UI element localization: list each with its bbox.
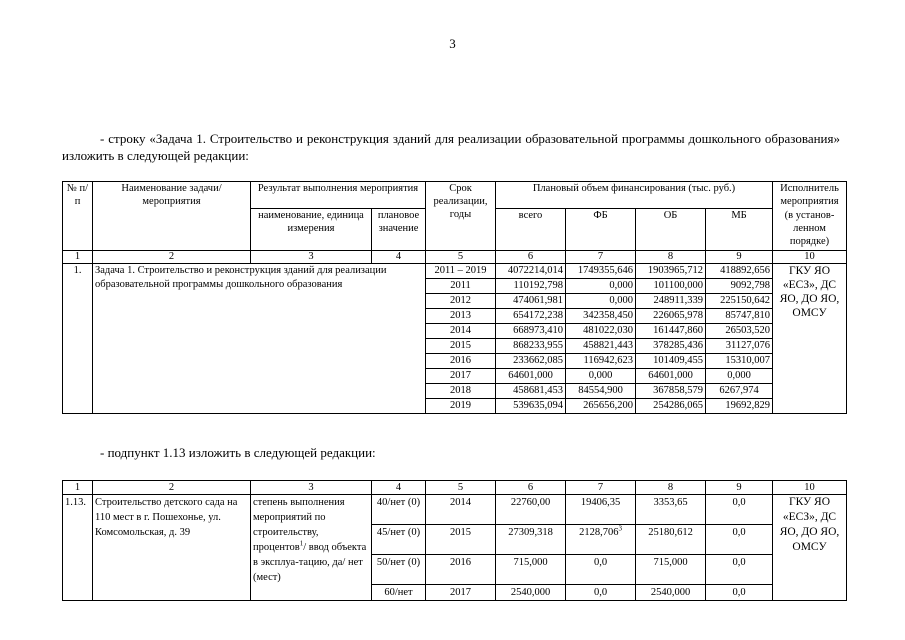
ob-cell: 378285,436 bbox=[636, 339, 706, 354]
fb-cell: 0,000 bbox=[566, 369, 636, 384]
mb-cell: 0,0 bbox=[706, 555, 773, 585]
indicator-text-2: / ввод объекта в эксплуа-тацию, да/ нет (мест) bbox=[253, 542, 367, 583]
ob-cell: 101409,455 bbox=[636, 354, 706, 369]
header-result-name: наименование, единица измерения bbox=[251, 209, 372, 251]
total-cell: 22760,00 bbox=[496, 495, 566, 525]
mb-cell: 0,0 bbox=[706, 495, 773, 525]
total-cell: 2540,000 bbox=[496, 585, 566, 601]
year-cell: 2016 bbox=[426, 354, 496, 369]
year-cell: 2015 bbox=[426, 525, 496, 555]
task-name: Задача 1. Строительство и реконструкция зданий для реализации образовательной программы дошкольного образования bbox=[93, 264, 426, 414]
total-cell: 64601,000 bbox=[496, 369, 566, 384]
total-cell: 654172,238 bbox=[496, 309, 566, 324]
page-number: 3 bbox=[449, 36, 456, 51]
mb-cell: 225150,642 bbox=[706, 294, 773, 309]
fb-cell: 0,0 bbox=[566, 555, 636, 585]
ob-cell: 1903965,712 bbox=[636, 264, 706, 279]
instruction-paragraph-2: - подпункт 1.13 изложить в следующей редакции: bbox=[100, 445, 376, 460]
task-number: 1. bbox=[63, 264, 93, 414]
total-cell: 27309,318 bbox=[496, 525, 566, 555]
header-term: Срок реализации, годы bbox=[426, 182, 496, 251]
item-number: 1.13. bbox=[63, 495, 93, 601]
total-cell: 458681,453 bbox=[496, 384, 566, 399]
fb-cell: 0,000 bbox=[566, 279, 636, 294]
ob-cell: 64601,000 bbox=[636, 369, 706, 384]
mb-cell: 0,0 bbox=[706, 525, 773, 555]
ob-cell: 367858,579 bbox=[636, 384, 706, 399]
column-number: 7 bbox=[566, 481, 636, 495]
fb-cell: 84554,900 bbox=[566, 384, 636, 399]
total-cell: 539635,094 bbox=[496, 399, 566, 414]
year-cell: 2013 bbox=[426, 309, 496, 324]
table-row bbox=[63, 495, 847, 525]
ob-cell: 3353,65 bbox=[636, 495, 706, 525]
column-number: 4 bbox=[372, 251, 426, 264]
fb-cell: 342358,450 bbox=[566, 309, 636, 324]
year-cell: 2011 – 2019 bbox=[426, 264, 496, 279]
plan-cell: 60/нет bbox=[372, 585, 426, 601]
ob-cell: 226065,978 bbox=[636, 309, 706, 324]
ob-cell: 161447,860 bbox=[636, 324, 706, 339]
total-cell: 868233,955 bbox=[496, 339, 566, 354]
table-row bbox=[63, 264, 847, 279]
column-number: 9 bbox=[706, 481, 773, 495]
header-executor-note: (в установ-ленном порядке) bbox=[773, 209, 847, 251]
column-number: 3 bbox=[251, 251, 372, 264]
total-cell: 110192,798 bbox=[496, 279, 566, 294]
year-cell: 2018 bbox=[426, 384, 496, 399]
ob-cell: 2540,000 bbox=[636, 585, 706, 601]
indicator-cell bbox=[251, 495, 372, 601]
executor-cell: ГКУ ЯО «ЕСЗ», ДС ЯО, ДО ЯО, ОМСУ bbox=[773, 264, 847, 414]
fb-value: 2128,706 bbox=[579, 527, 619, 538]
column-number: 8 bbox=[636, 481, 706, 495]
mb-cell: 0,000 bbox=[706, 369, 773, 384]
ob-cell: 101100,000 bbox=[636, 279, 706, 294]
header-result-plan: плановое значение bbox=[372, 209, 426, 251]
year-cell: 2019 bbox=[426, 399, 496, 414]
mb-cell: 26503,520 bbox=[706, 324, 773, 339]
column-number: 8 bbox=[636, 251, 706, 264]
header-ob: ОБ bbox=[636, 209, 706, 251]
year-cell: 2016 bbox=[426, 555, 496, 585]
column-number: 2 bbox=[93, 251, 251, 264]
ob-cell: 715,000 bbox=[636, 555, 706, 585]
total-cell: 715,000 bbox=[496, 555, 566, 585]
year-cell: 2014 bbox=[426, 324, 496, 339]
ob-cell: 248911,339 bbox=[636, 294, 706, 309]
column-number: 5 bbox=[426, 481, 496, 495]
mb-cell: 15310,007 bbox=[706, 354, 773, 369]
column-number: 10 bbox=[773, 251, 847, 264]
column-number: 6 bbox=[496, 481, 566, 495]
ob-cell: 254286,065 bbox=[636, 399, 706, 414]
fb-cell: 0,0 bbox=[566, 585, 636, 601]
task-1-table bbox=[62, 181, 847, 414]
header-finance: Плановый объем финансирования (тыс. руб.) bbox=[496, 182, 773, 209]
fb-cell: 116942,623 bbox=[566, 354, 636, 369]
year-cell: 2017 bbox=[426, 585, 496, 601]
year-cell: 2012 bbox=[426, 294, 496, 309]
column-number: 5 bbox=[426, 251, 496, 264]
subitem-1-13-table bbox=[62, 480, 847, 601]
header-executor: Исполнитель мероприятия bbox=[773, 182, 847, 209]
column-number: 9 bbox=[706, 251, 773, 264]
year-cell: 2011 bbox=[426, 279, 496, 294]
header-total: всего bbox=[496, 209, 566, 251]
column-number: 1 bbox=[63, 251, 93, 264]
fb-cell: 458821,443 bbox=[566, 339, 636, 354]
header-name: Наименование задачи/мероприятия bbox=[93, 182, 251, 251]
header-fb: ФБ bbox=[566, 209, 636, 251]
total-cell: 4072214,014 bbox=[496, 264, 566, 279]
mb-cell: 31127,076 bbox=[706, 339, 773, 354]
item-name: Строительство детского сада на 110 мест в г. Пошехонье, ул. Комсомольская, д. 39 bbox=[93, 495, 251, 601]
mb-cell: 85747,810 bbox=[706, 309, 773, 324]
year-cell: 2017 bbox=[426, 369, 496, 384]
plan-cell: 50/нет (0) bbox=[372, 555, 426, 585]
total-cell: 474061,981 bbox=[496, 294, 566, 309]
plan-cell: 40/нет (0) bbox=[372, 495, 426, 525]
mb-cell: 6267,974 bbox=[706, 384, 773, 399]
header-mb: МБ bbox=[706, 209, 773, 251]
column-number: 6 bbox=[496, 251, 566, 264]
ob-cell: 25180,612 bbox=[636, 525, 706, 555]
footnote-mark: 3 bbox=[618, 524, 622, 533]
instruction-paragraph-1: - строку «Задача 1. Строительство и реконструкция зданий для реализации образовательной программы дошкольного образования» изложить в следующей редакции: bbox=[62, 131, 840, 163]
column-number: 7 bbox=[566, 251, 636, 264]
executor-cell: ГКУ ЯО «ЕСЗ», ДС ЯО, ДО ЯО, ОМСУ bbox=[773, 495, 847, 601]
fb-cell bbox=[566, 525, 636, 555]
total-cell: 233662,085 bbox=[496, 354, 566, 369]
plan-cell: 45/нет (0) bbox=[372, 525, 426, 555]
fb-cell: 0,000 bbox=[566, 294, 636, 309]
year-cell: 2015 bbox=[426, 339, 496, 354]
column-number: 2 bbox=[93, 481, 251, 495]
column-number: 10 bbox=[773, 481, 847, 495]
year-cell: 2014 bbox=[426, 495, 496, 525]
fb-cell: 265656,200 bbox=[566, 399, 636, 414]
footnote-mark: 1 bbox=[299, 539, 304, 548]
indicator-text-1: степень выполнения мероприятий по строительству, процентов bbox=[253, 497, 345, 553]
column-number: 4 bbox=[372, 481, 426, 495]
fb-cell: 1749355,646 bbox=[566, 264, 636, 279]
fb-cell: 481022,030 bbox=[566, 324, 636, 339]
header-result: Результат выполнения мероприятия bbox=[251, 182, 426, 209]
column-number: 1 bbox=[63, 481, 93, 495]
column-number: 3 bbox=[251, 481, 372, 495]
header-num: № п/п bbox=[63, 182, 93, 251]
mb-cell: 19692,829 bbox=[706, 399, 773, 414]
total-cell: 668973,410 bbox=[496, 324, 566, 339]
mb-cell: 418892,656 bbox=[706, 264, 773, 279]
mb-cell: 0,0 bbox=[706, 585, 773, 601]
fb-cell: 19406,35 bbox=[566, 495, 636, 525]
mb-cell: 9092,798 bbox=[706, 279, 773, 294]
